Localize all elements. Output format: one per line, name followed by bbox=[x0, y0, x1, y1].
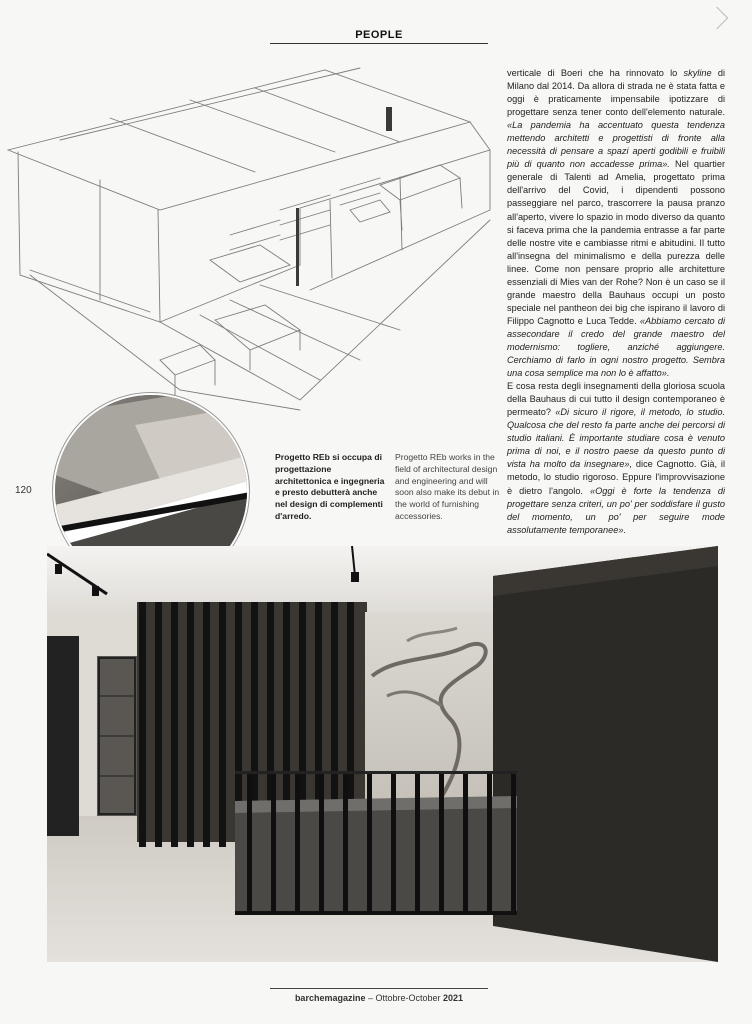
footer-issue: – Ottobre-October bbox=[365, 993, 444, 1003]
header-rule bbox=[270, 43, 488, 44]
section-label: PEOPLE bbox=[355, 29, 403, 41]
article-paragraph-1 bbox=[507, 67, 725, 380]
article-body bbox=[507, 67, 725, 537]
page-footer bbox=[270, 993, 488, 1003]
quote-run: «Oggi è forte la tendenza di progettare senza criteri, un po' per soddisfare il gusto del momento, un po' per seguire mode assolutamente temporanee». bbox=[507, 485, 726, 535]
page-number: 120 bbox=[15, 485, 32, 496]
quote-run: «La pandemia ha accentuato questa tendenza mettendo architetti e progettisti di fronte alla necessità di pensare a spazi aperti godibili e fruibili più di quanto non accadesse prima». bbox=[507, 120, 725, 170]
text-run: di Milano dal 2014. Da allora di strada ne è stata fatta e oggi è praticamente impensabile ipotizzare di progettare senza tener conto dell'elemento naturale. bbox=[507, 68, 725, 118]
footer-rule bbox=[270, 988, 488, 989]
quote-run: «Di sicuro il rigore, il metodo, lo studio. Qualcosa che del resto fa parte anche dei percorsi di studio italiani. È importante studiare cosa è venuto prima di noi, e il nostro paese da questo punto di vista ha molto da insegnare», bbox=[507, 407, 725, 470]
footer-year: 2021 bbox=[443, 993, 464, 1003]
text-run: Nel quartier generale di Talenti ad Amelia, progettato prima dell'arrivo del Covid, i dipendenti possono passeggiare nel parco, trascorrere la pausa pranzo all'aperto, vivere lo spazio in modo diverso da quanto si faceva prima che la pandemia entrasse a far parte delle nostre vite e cambiasse ritmi e abitudini. Il tutto all'insegna del minimalismo e della purezza delle linee. Come non pensare proprio alle architetture essenziali di Mies van der Rohe? Non è un caso se il grande maestro della Bauhaus occupi un posto speciale nel pantheon dei big che ispirano il lavoro di Filippo Cagnotto e Luca Tedde. bbox=[507, 159, 725, 326]
text-run: verticale di Boeri che ha rinnovato lo bbox=[507, 68, 684, 78]
crop-mark bbox=[706, 7, 729, 30]
text-run: E cosa resta degli insegnamenti della gloriosa scuola della Bauhaus di cui tutto il design contemporaneo è permeato? bbox=[507, 381, 725, 418]
architectural-sketch bbox=[0, 60, 500, 430]
interior-photo bbox=[47, 546, 718, 962]
caption-italian: Progetto REb si occupa di progettazione architettonica e ingegneria e presto debutterà anche nel design di complementi d'arredo. bbox=[275, 452, 385, 521]
caption-english: Progetto REb works in the field of architectural design and engineering and will soon also make its debut in the world of furnishing accessories. bbox=[395, 452, 500, 521]
quote-run: skyline bbox=[683, 68, 712, 78]
footer-brand: barchemagazine bbox=[294, 993, 366, 1003]
article-paragraph-2 bbox=[507, 380, 725, 537]
text-run: dice Cagnotto. Già, il metodo, lo studio rigoroso. Eppure l'improvvisazione è dietro l'angolo. bbox=[507, 459, 725, 496]
quote-run: «Abbiamo cercato di assecondare il credo del grande maestro del modernismo: togliere, anziché aggiungere. Cerchiamo di farlo in ogni nostro progetto. Sembra una cosa semplice ma non lo è affatto». bbox=[507, 315, 725, 379]
